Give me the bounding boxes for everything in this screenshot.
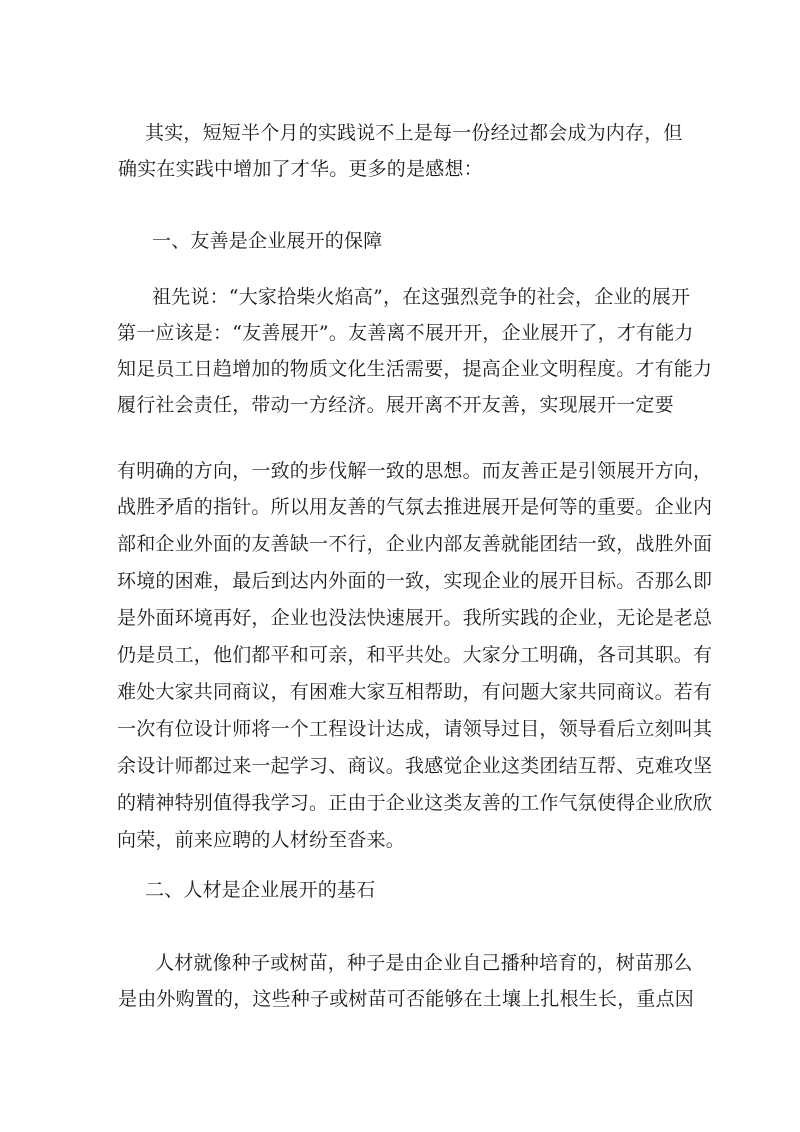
section1-para2-line-3: 部和企业外面的友善缺一不行，企业内部友善就能团结一致，战胜外面 <box>117 533 713 555</box>
section1-para2-line-10: 的精神特别值得我学习。正由于企业这类友善的工作气氛使得企业欣欣 <box>117 792 713 814</box>
section1-para1-line-1: 祖先说：“大家拾柴火焰高”，在这强烈竞争的社会，企业的展开 <box>152 286 691 308</box>
section1-para1-line-4: 履行社会责任，带动一方经济。展开离不开友善，实现展开一定要 <box>117 394 674 416</box>
section2-para1-line-1: 人材就像种子或树苗，种子是由企业自己播种培育的，树苗那么 <box>155 952 693 974</box>
section1-para1-line-3: 知足员工日趋增加的物质文化生活需要，提高企业文明程度。才有能力 <box>117 358 713 380</box>
intro-line-1: 其实，短短半个月的实践说不上是每一份经过都会成为内存，但 <box>145 122 683 144</box>
section1-para2-line-1: 有明确的方向，一致的步伐解一致的思想。而友善正是引领展开方向， <box>117 460 713 482</box>
section1-para2-line-4: 环境的困难，最后到达内外面的一致，实现企业的展开目标。否那么即 <box>117 570 713 592</box>
section1-para2-line-6: 仍是员工，他们都平和可亲，和平共处。大家分工明确，各司其职。有 <box>117 644 713 666</box>
section2-para1-line-2: 是由外购置的，这些种子或树苗可否能够在土壤上扎根生长，重点因 <box>118 988 695 1010</box>
section1-para2-line-5: 是外面环境再好，企业也没法快速展开。我所实践的企业，无论是老总 <box>117 607 713 629</box>
section1-para2-line-7: 难处大家共同商议，有困难大家互相帮助，有问题大家共同商议。若有 <box>117 681 713 703</box>
section1-para2-line-8: 一次有位设计师将一个工程设计达成，请领导过目，领导看后立刻叫其 <box>117 718 713 740</box>
section1-para2-line-9: 余设计师都过来一起学习、商议。我感觉企业这类团结互帮、克难攻坚 <box>117 755 713 777</box>
intro-line-2: 确实在实践中增加了才华。更多的是感想： <box>118 158 483 180</box>
section2-heading: 二、人材是企业展开的基石 <box>145 879 376 901</box>
section1-para2-line-2: 战胜矛盾的指针。所以用友善的气氛去推进展开是何等的重要。企业内 <box>117 496 713 518</box>
section1-para1-line-2: 第一应该是：“友善展开”。友善离不展开开，企业展开了，才有能力 <box>117 322 694 344</box>
section1-para2-line-11: 向荣，前来应聘的人材纷至沓来。 <box>117 829 406 851</box>
section1-heading: 一、友善是企业展开的保障 <box>152 230 383 252</box>
